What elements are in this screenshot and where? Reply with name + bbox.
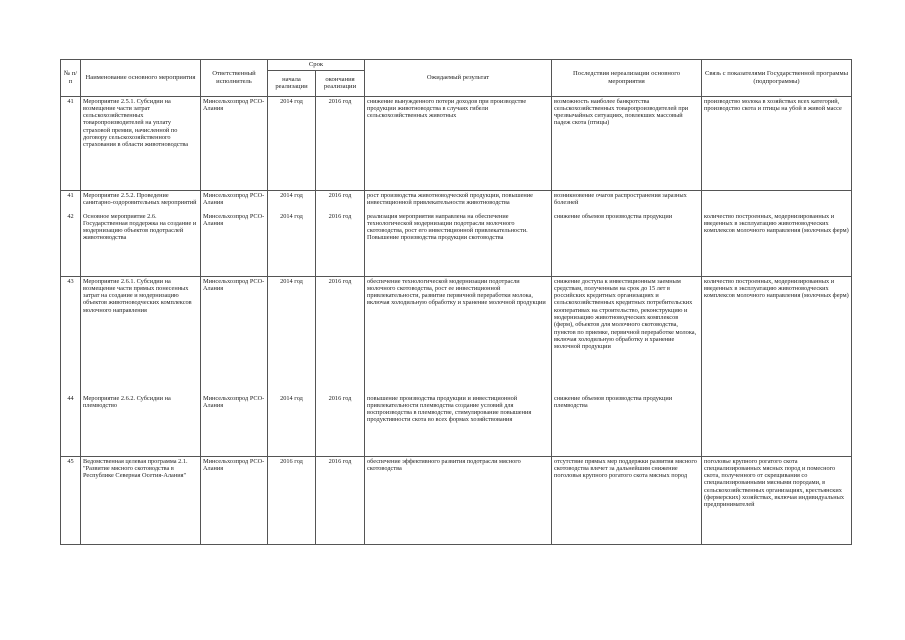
row-start: 2014 год [268,96,316,190]
row-end: 2016 год [316,456,365,544]
row-start: 2014 год 2014 год [268,276,316,456]
col-header-end: окончания реализации [316,70,365,96]
row-name: Ведомственная целевая программа 2.1. "Развитие мясного скотоводства в Республике Северная Осетия-Алания" [81,456,201,544]
row-end: 2016 год 2016 год [316,276,365,456]
row-end: 2016 год 2016 год [316,190,365,276]
col-header-consequences: Последствия нереализации основного мероприятия [552,60,702,97]
row-consequences: отсутствие прямых мер поддержки развития мясного скотоводства влечет за дальнейшим снижение поголовья крупного рогатого скота мясных пород [552,456,702,544]
document-sheet [60,59,851,545]
table-row [61,96,852,190]
row-result: рост производства животноводческой продукции, повышение инвестиционной привлекательности животноводства реализация мероприятия направлена на обеспечение технологической модернизации подотрасли молочного скотоводства, рост его инвестиционной привлекательности. Повышение производства продукции скотоводства [365,190,552,276]
row-num: 43 44 [61,276,81,456]
row-name: Мероприятие 2.5.2. Проведение санитарно-оздоровительных мероприятий Основное мероприятие 2.6. Государственная поддержка на создание и модернизацию объектов подотраслей животноводства [81,190,201,276]
row-consequences: возможность наиболее банкротства сельскохозяйственных товаропроизводителей при чрезвычайных ситуациях, повлекших массовый падеж скота (птицы) [552,96,702,190]
table-row [61,190,852,276]
row-name: Мероприятие 2.6.1. Субсидии на возмещение части прямых понесенных затрат на создание и модернизацию объектов животноводческих комплексов молочного направления Мероприятие 2.6.2. Субсидии на племводство [81,276,201,456]
row-resp: Минсельхозпрод РСО-Алания [201,456,268,544]
row-link: поголовье крупного рогатого скота специализированных мясных пород и помесного скота, полученного от скрещивания со специализированными мясными породами, в сельскохозяйственных организациях, крестьянских (фермерских) хозяйствах, включая индивидуальных предпринимателей [702,456,852,544]
row-consequences: снижение доступа к инвестиционным заемным средствам, полученным на срок до 15 лет в российских кредитных организациях и сельскохозяйственных кредитных потребительских кооперативах на строительство, реконструкцию и модернизацию животноводческих комплексов (ферм), объектов для молочного скотоводства, пунктов по приемке, первичной переработке молока, включая холодильную обработку и хранение молочной продукции снижение объемов производства продукции племводства [552,276,702,456]
row-resp: Минсельхозпрод РСО-Алания [201,96,268,190]
col-header-name: Наименование основного мероприятия [81,60,201,97]
row-resp: Минсельхозпрод РСО-Алания Минсельхозпрод РСО-Алания [201,190,268,276]
col-header-resp: Ответственный исполнитель [201,60,268,97]
row-name: Мероприятие 2.5.1. Субсидии на возмещение части затрат сельскохозяйственных товаропроизводителей на уплату страховой премии, начисленной по договору сельскохозяйственного страхования в области животноводства [81,96,201,190]
row-start: 2016 год [268,456,316,544]
row-result: обеспечение технологической модернизации подотрасли молочного скотоводства, рост ее инвестиционной привлекательности, развитие первичной переработки молока, включая холодильную обработку и хранение молочной продукции повышение производства продукции и инвестиционной привлекательности племводства создание условий для воспроизводства в племводстве, стимулирование повышения продуктивности скота во всех формах хозяйствования [365,276,552,456]
table-row [61,456,852,544]
row-link: количество построенных, модернизированных и введенных в эксплуатацию животноводческих комплексов молочного направления (молочных ферм) [702,190,852,276]
table-row [61,276,852,456]
row-num: 41 42 [61,190,81,276]
col-header-start: начала реализации [268,70,316,96]
row-result: снижение вынужденного потери доходов при производстве продукции животноводства в случаях гибели сельскохозяйственных животных [365,96,552,190]
row-num: 45 [61,456,81,544]
measures-table [60,59,852,545]
row-end: 2016 год [316,96,365,190]
row-link: количество построенных, модернизированных и введенных в эксплуатацию животноводческих комплексов молочного направления (молочных ферм) [702,276,852,456]
row-consequences: возникновение очагов распространения заразных болезней снижение объемов производства продукции [552,190,702,276]
row-start: 2014 год 2014 год [268,190,316,276]
col-header-num: № п/п [61,60,81,97]
col-header-link: Связь с показателями Государственной программы (подпрограммы) [702,60,852,97]
row-link: производство молока в хозяйствах всех категорий, производство скота и птицы на убой в живой массе [702,96,852,190]
col-header-term: Срок [268,60,365,71]
row-num: 41 [61,96,81,190]
row-result: обеспечение эффективного развития подотрасли мясного скотоводства [365,456,552,544]
col-header-result: Ожидаемый результат [365,60,552,97]
row-resp: Минсельхозпрод РСО-Алания Минсельхозпрод РСО-Алания [201,276,268,456]
